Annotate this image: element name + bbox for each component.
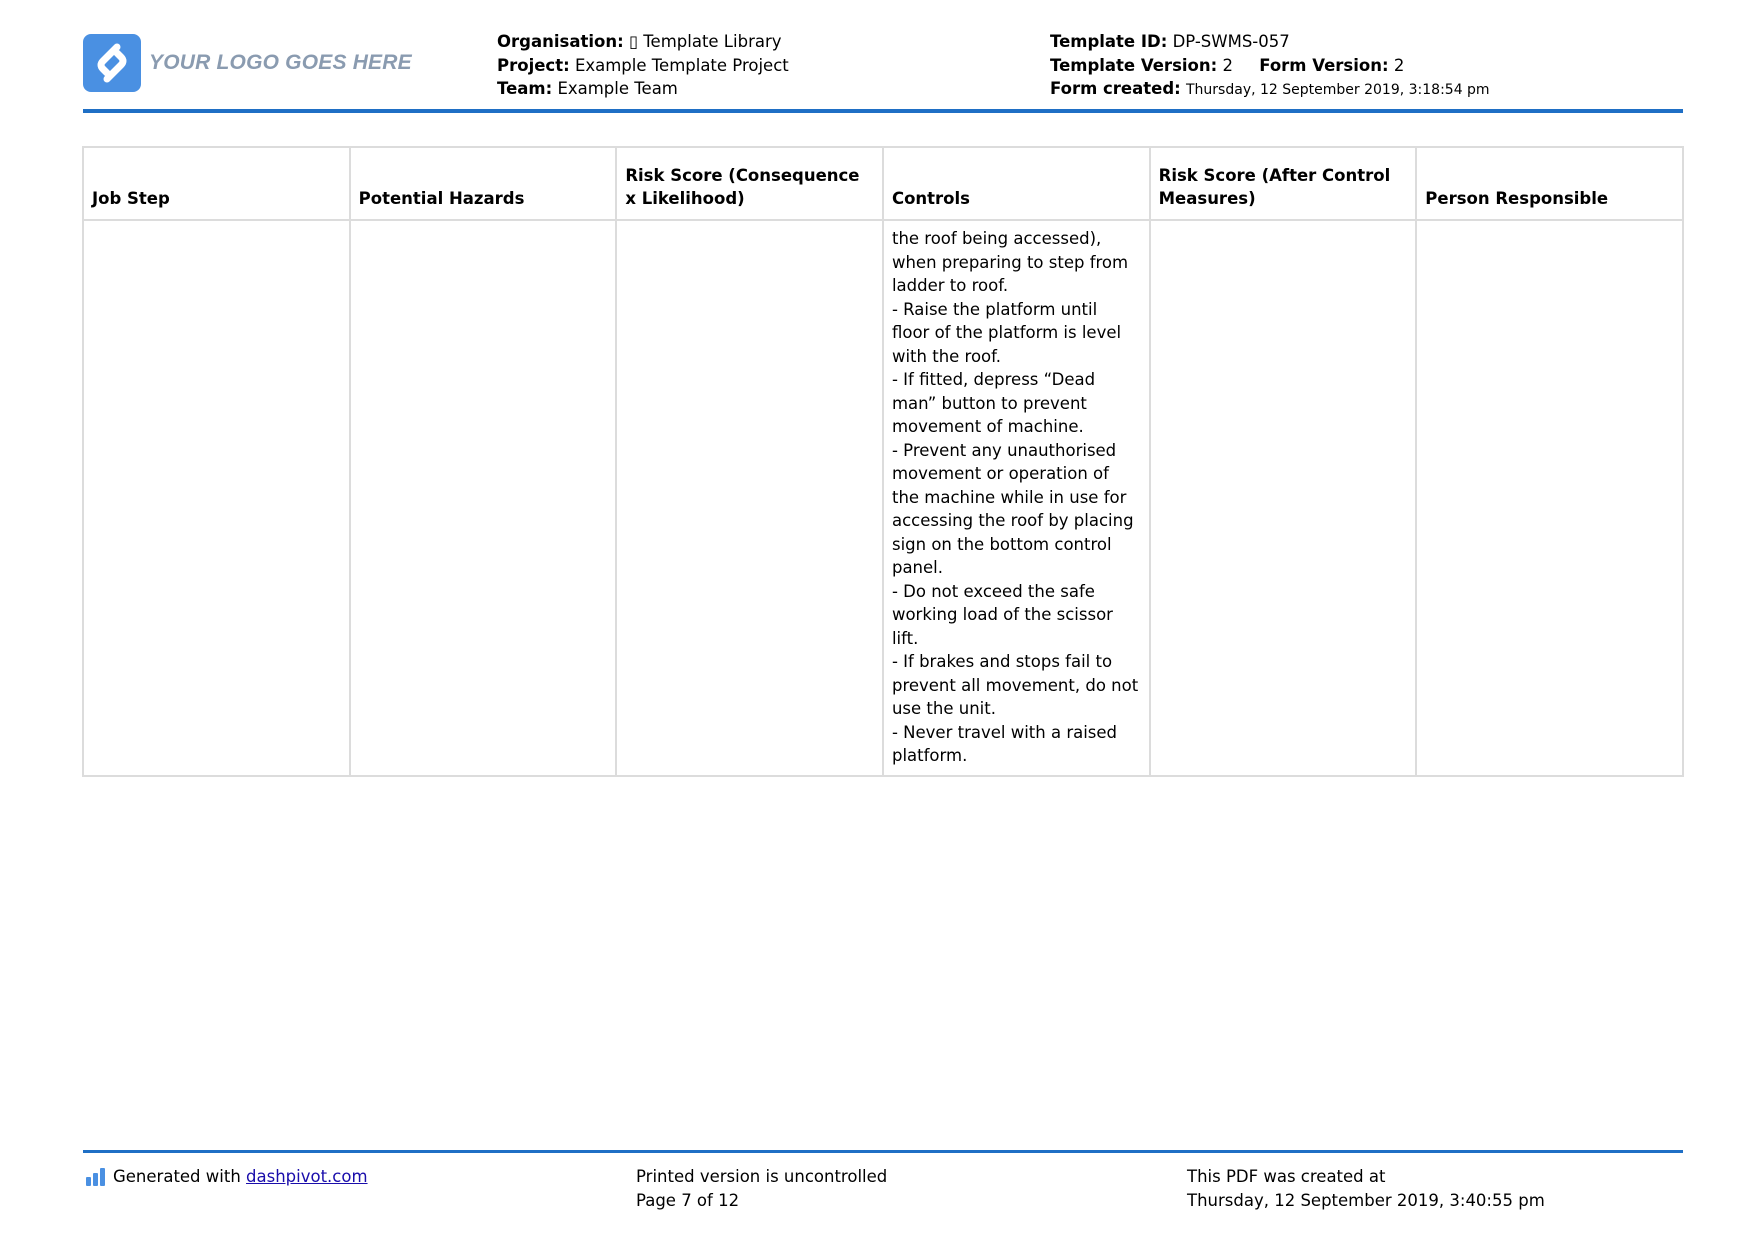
- template-id-line: Template ID: DP-SWMS-057: [1050, 32, 1290, 51]
- header-meta-left: [497, 30, 789, 101]
- organisation-value: ▯ Template Library: [628, 32, 782, 51]
- cell-person-responsible: [1416, 220, 1683, 776]
- cell-risk-score-after: [1150, 220, 1417, 776]
- footer-pdf-created: [1187, 1165, 1545, 1212]
- logo-icon: [83, 34, 141, 92]
- table-header-row: [83, 147, 1683, 220]
- column-header-job-step: Job Step: [83, 147, 350, 220]
- generated-text: Generated with: [113, 1167, 247, 1186]
- pdf-created-value: Thursday, 12 September 2019, 3:40:55 pm: [1187, 1190, 1545, 1210]
- organisation-line: Organisation: ▯ Template Library: [497, 32, 782, 51]
- pdf-created-label: This PDF was created at: [1187, 1167, 1386, 1186]
- team-value: Example Team: [557, 79, 678, 98]
- project-line: Project: Example Template Project: [497, 55, 789, 75]
- company-logo: [83, 34, 412, 92]
- column-header-risk-score-after: Risk Score (After Control Measures): [1150, 147, 1417, 220]
- cell-risk-score: [616, 220, 883, 776]
- swms-table: [82, 146, 1684, 777]
- header-meta-right: [1050, 30, 1490, 103]
- footer-divider: [83, 1150, 1683, 1153]
- footer-page-info: [636, 1165, 887, 1212]
- dashpivot-icon: [86, 1168, 105, 1186]
- column-header-risk-score: Risk Score (Consequence x Likelihood): [616, 147, 883, 220]
- project-value: Example Template Project: [574, 55, 789, 75]
- footer-generated: [86, 1165, 368, 1189]
- table-row: [83, 220, 1683, 776]
- document-header: [83, 30, 1683, 110]
- page-number: Page 7 of 12: [636, 1190, 740, 1210]
- template-id-value: DP-SWMS-057: [1172, 32, 1290, 51]
- team-line: Team: Example Team: [497, 79, 678, 98]
- cell-potential-hazards: [350, 220, 617, 776]
- column-header-controls: Controls: [883, 147, 1150, 220]
- logo-text: YOUR LOGO GOES HERE: [149, 51, 412, 74]
- column-header-person-responsible: Person Responsible: [1416, 147, 1683, 220]
- form-version-value: 2: [1393, 55, 1405, 75]
- uncontrolled-notice: Printed version is uncontrolled: [636, 1167, 888, 1186]
- cell-controls: the roof being accessed), when preparing to step from ladder to roof. - Raise the platform until floor of the platform is level with the roof. - If fitted, depress “Dead man” button to prevent movement of machine. - Prevent any unauthorised movement or operation of the machine while in use for accessing the roof by placing sign on the bottom control panel. - Do not exceed the safe working load of the scissor lift. - If brakes and stops fail to prevent all movement, do not use the unit. - Never travel with a raised platform.: [883, 220, 1150, 776]
- template-version-value: 2: [1222, 55, 1233, 75]
- header-divider: [83, 109, 1683, 113]
- dashpivot-link[interactable]: dashpivot.com: [246, 1167, 368, 1186]
- form-created-line: Form created: Thursday, 12 September 2019, 3:18:54 pm: [1050, 79, 1490, 98]
- version-line: Template Version: 2 Form Version: 2: [1050, 55, 1405, 75]
- cell-job-step: [83, 220, 350, 776]
- column-header-potential-hazards: Potential Hazards: [350, 147, 617, 220]
- form-created-value: Thursday, 12 September 2019, 3:18:54 pm: [1186, 82, 1490, 98]
